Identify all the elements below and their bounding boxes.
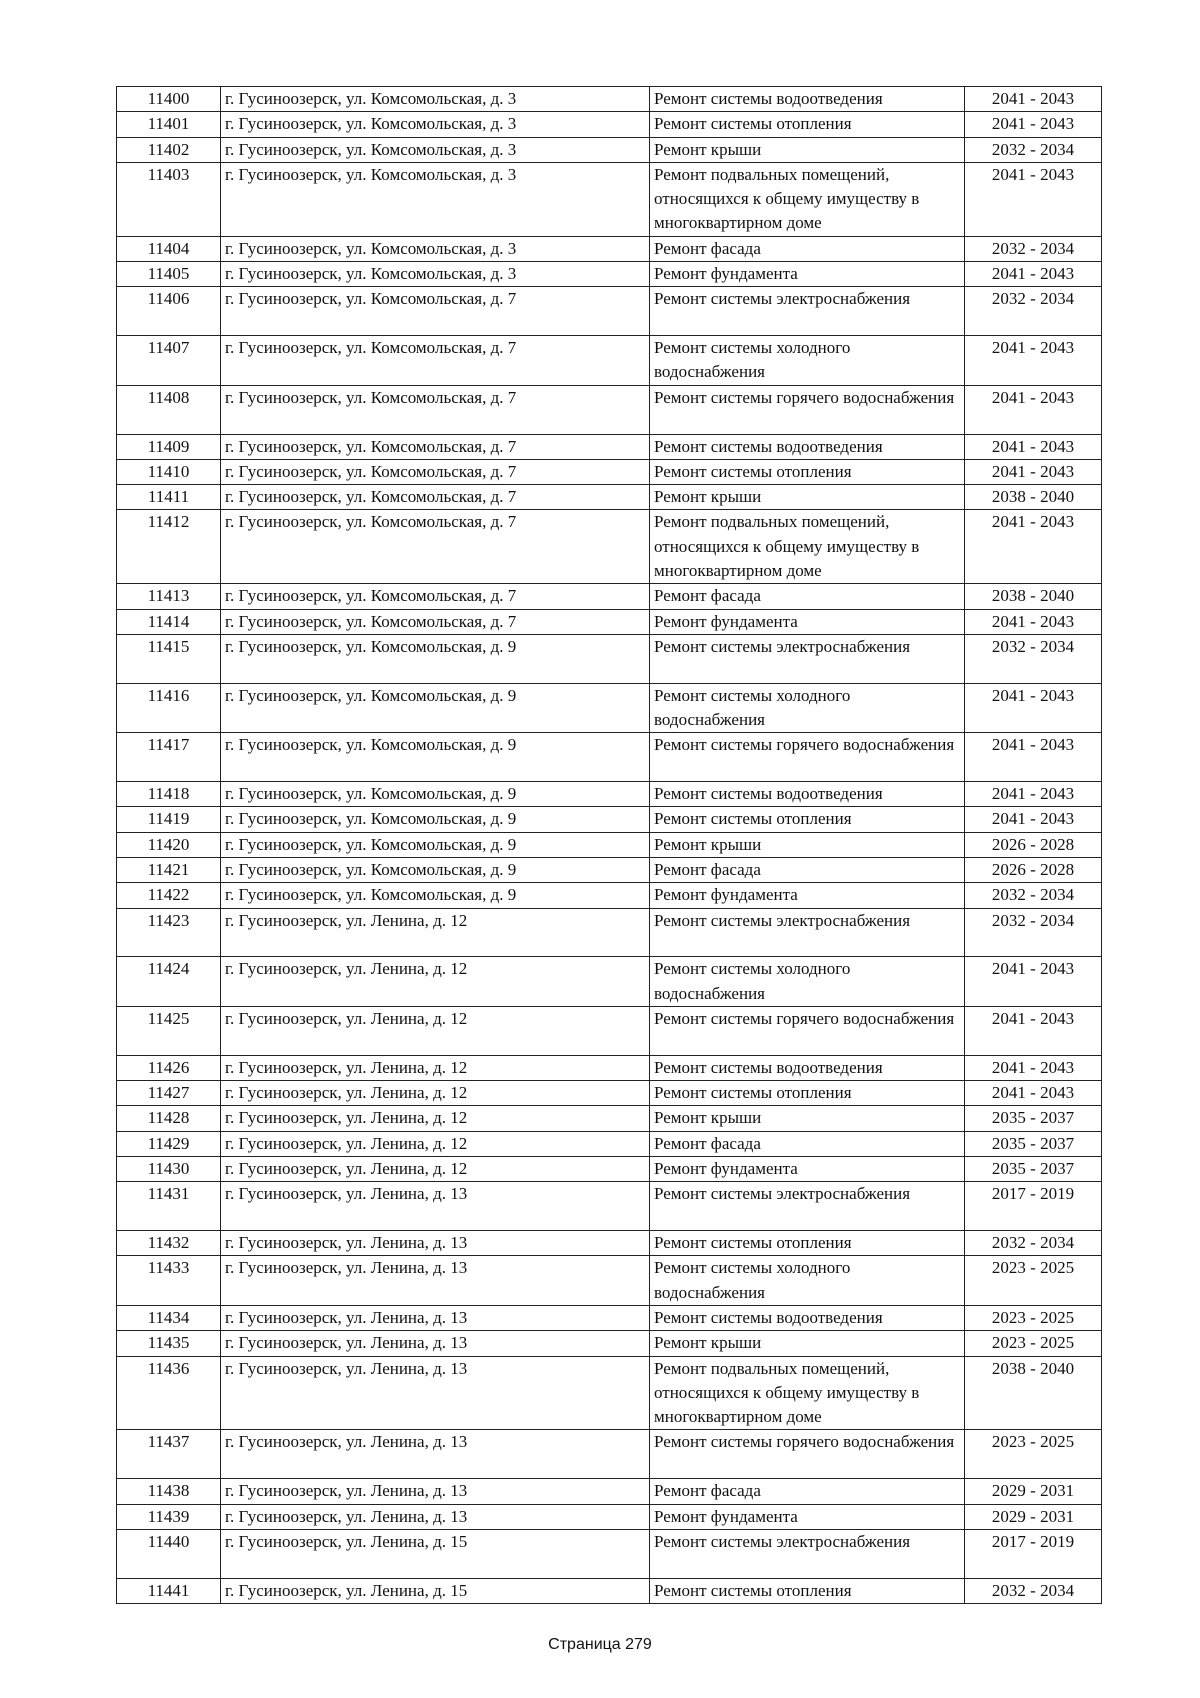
work-type-cell: Ремонт системы водоотведения (650, 1305, 965, 1330)
address-cell: г. Гусиноозерск, ул. Ленина, д. 12 (221, 908, 650, 957)
period-cell: 2041 - 2043 (965, 434, 1102, 459)
address-cell: г. Гусиноозерск, ул. Комсомольская, д. 3 (221, 112, 650, 137)
table-body (117, 87, 1102, 1604)
work-type-cell: Ремонт системы электроснабжения (650, 1182, 965, 1231)
table-row (117, 858, 1102, 883)
table-row (117, 162, 1102, 236)
period-cell: 2032 - 2034 (965, 1578, 1102, 1603)
work-type-cell: Ремонт крыши (650, 137, 965, 162)
work-type-cell: Ремонт подвальных помещений, относящихся к общему имуществу в многоквартирном доме (650, 162, 965, 236)
address-cell: г. Гусиноозерск, ул. Ленина, д. 13 (221, 1256, 650, 1306)
work-type-cell: Ремонт фундамента (650, 609, 965, 634)
address-cell: г. Гусиноозерск, ул. Ленина, д. 12 (221, 1081, 650, 1106)
table-row (117, 1256, 1102, 1306)
address-cell: г. Гусиноозерск, ул. Комсомольская, д. 9 (221, 832, 650, 857)
address-cell: г. Гусиноозерск, ул. Комсомольская, д. 3 (221, 162, 650, 236)
address-cell: г. Гусиноозерск, ул. Ленина, д. 13 (221, 1504, 650, 1529)
table-row (117, 957, 1102, 1007)
address-cell: г. Гусиноозерск, ул. Ленина, д. 12 (221, 1106, 650, 1131)
row-number-cell: 11417 (117, 733, 221, 782)
table-row (117, 1331, 1102, 1356)
period-cell: 2041 - 2043 (965, 459, 1102, 484)
row-number-cell: 11402 (117, 137, 221, 162)
period-cell: 2017 - 2019 (965, 1182, 1102, 1231)
table-row (117, 87, 1102, 112)
address-cell: г. Гусиноозерск, ул. Ленина, д. 13 (221, 1479, 650, 1504)
table-row (117, 782, 1102, 807)
work-type-cell: Ремонт системы горячего водоснабжения (650, 1430, 965, 1479)
period-cell: 2041 - 2043 (965, 162, 1102, 236)
period-cell: 2035 - 2037 (965, 1131, 1102, 1156)
row-number-cell: 11441 (117, 1578, 221, 1603)
table-row (117, 683, 1102, 733)
work-type-cell: Ремонт фундамента (650, 1504, 965, 1529)
row-number-cell: 11440 (117, 1529, 221, 1578)
period-cell: 2035 - 2037 (965, 1156, 1102, 1181)
table-row (117, 336, 1102, 386)
work-type-cell: Ремонт подвальных помещений, относящихся к общему имуществу в многоквартирном доме (650, 1356, 965, 1430)
work-type-cell: Ремонт системы холодного водоснабжения (650, 336, 965, 386)
table-row (117, 236, 1102, 261)
row-number-cell: 11419 (117, 807, 221, 832)
work-type-cell: Ремонт системы отопления (650, 1578, 965, 1603)
work-type-cell: Ремонт крыши (650, 485, 965, 510)
table-row (117, 1106, 1102, 1131)
work-type-cell: Ремонт системы отопления (650, 807, 965, 832)
period-cell: 2026 - 2028 (965, 858, 1102, 883)
row-number-cell: 11416 (117, 683, 221, 733)
table-row (117, 1055, 1102, 1080)
address-cell: г. Гусиноозерск, ул. Комсомольская, д. 9 (221, 782, 650, 807)
address-cell: г. Гусиноозерск, ул. Комсомольская, д. 9 (221, 733, 650, 782)
table-row (117, 459, 1102, 484)
address-cell: г. Гусиноозерск, ул. Ленина, д. 12 (221, 1156, 650, 1181)
address-cell: г. Гусиноозерск, ул. Комсомольская, д. 9 (221, 883, 650, 908)
address-cell: г. Гусиноозерск, ул. Комсомольская, д. 7 (221, 385, 650, 434)
work-type-cell: Ремонт подвальных помещений, относящихся к общему имуществу в многоквартирном доме (650, 510, 965, 584)
table-row (117, 733, 1102, 782)
period-cell: 2041 - 2043 (965, 957, 1102, 1007)
work-type-cell: Ремонт системы водоотведения (650, 1055, 965, 1080)
work-type-cell: Ремонт крыши (650, 1331, 965, 1356)
table-row (117, 485, 1102, 510)
table-row (117, 1430, 1102, 1479)
address-cell: г. Гусиноозерск, ул. Ленина, д. 15 (221, 1578, 650, 1603)
work-type-cell: Ремонт системы отопления (650, 1231, 965, 1256)
row-number-cell: 11421 (117, 858, 221, 883)
address-cell: г. Гусиноозерск, ул. Комсомольская, д. 3 (221, 137, 650, 162)
row-number-cell: 11429 (117, 1131, 221, 1156)
row-number-cell: 11411 (117, 485, 221, 510)
work-type-cell: Ремонт системы электроснабжения (650, 1529, 965, 1578)
period-cell: 2032 - 2034 (965, 883, 1102, 908)
address-cell: г. Гусиноозерск, ул. Комсомольская, д. 3 (221, 87, 650, 112)
address-cell: г. Гусиноозерск, ул. Ленина, д. 13 (221, 1331, 650, 1356)
row-number-cell: 11422 (117, 883, 221, 908)
period-cell: 2029 - 2031 (965, 1504, 1102, 1529)
work-type-cell: Ремонт системы холодного водоснабжения (650, 1256, 965, 1306)
address-cell: г. Гусиноозерск, ул. Ленина, д. 13 (221, 1231, 650, 1256)
table-row (117, 1131, 1102, 1156)
period-cell: 2041 - 2043 (965, 336, 1102, 386)
address-cell: г. Гусиноозерск, ул. Комсомольская, д. 9 (221, 683, 650, 733)
table-row (117, 434, 1102, 459)
row-number-cell: 11410 (117, 459, 221, 484)
work-type-cell: Ремонт крыши (650, 1106, 965, 1131)
period-cell: 2032 - 2034 (965, 634, 1102, 683)
address-cell: г. Гусиноозерск, ул. Комсомольская, д. 9 (221, 634, 650, 683)
row-number-cell: 11404 (117, 236, 221, 261)
address-cell: г. Гусиноозерск, ул. Комсомольская, д. 9 (221, 858, 650, 883)
row-number-cell: 11425 (117, 1007, 221, 1056)
address-cell: г. Гусиноозерск, ул. Комсомольская, д. 7 (221, 584, 650, 609)
row-number-cell: 11434 (117, 1305, 221, 1330)
row-number-cell: 11431 (117, 1182, 221, 1231)
row-number-cell: 11405 (117, 262, 221, 287)
period-cell: 2032 - 2034 (965, 287, 1102, 336)
row-number-cell: 11407 (117, 336, 221, 386)
work-type-cell: Ремонт системы горячего водоснабжения (650, 1007, 965, 1056)
work-type-cell: Ремонт фундамента (650, 262, 965, 287)
table-row (117, 1007, 1102, 1056)
work-type-cell: Ремонт фасада (650, 1479, 965, 1504)
work-type-cell: Ремонт системы холодного водоснабжения (650, 683, 965, 733)
address-cell: г. Гусиноозерск, ул. Комсомольская, д. 7 (221, 336, 650, 386)
period-cell: 2041 - 2043 (965, 262, 1102, 287)
period-cell: 2041 - 2043 (965, 1055, 1102, 1080)
address-cell: г. Гусиноозерск, ул. Ленина, д. 13 (221, 1356, 650, 1430)
table-row (117, 1578, 1102, 1603)
period-cell: 2041 - 2043 (965, 782, 1102, 807)
table-row (117, 1529, 1102, 1578)
table-row (117, 1156, 1102, 1181)
address-cell: г. Гусиноозерск, ул. Комсомольская, д. 7 (221, 287, 650, 336)
table-row (117, 287, 1102, 336)
table-row (117, 137, 1102, 162)
period-cell: 2041 - 2043 (965, 733, 1102, 782)
work-type-cell: Ремонт крыши (650, 832, 965, 857)
row-number-cell: 11408 (117, 385, 221, 434)
row-number-cell: 11432 (117, 1231, 221, 1256)
period-cell: 2032 - 2034 (965, 1231, 1102, 1256)
period-cell: 2041 - 2043 (965, 609, 1102, 634)
work-type-cell: Ремонт системы водоотведения (650, 782, 965, 807)
work-type-cell: Ремонт системы водоотведения (650, 434, 965, 459)
row-number-cell: 11420 (117, 832, 221, 857)
table-row (117, 262, 1102, 287)
period-cell: 2032 - 2034 (965, 137, 1102, 162)
row-number-cell: 11415 (117, 634, 221, 683)
period-cell: 2041 - 2043 (965, 1007, 1102, 1056)
period-cell: 2032 - 2034 (965, 236, 1102, 261)
work-type-cell: Ремонт системы отопления (650, 1081, 965, 1106)
table-row (117, 1182, 1102, 1231)
address-cell: г. Гусиноозерск, ул. Комсомольская, д. 9 (221, 807, 650, 832)
row-number-cell: 11436 (117, 1356, 221, 1430)
row-number-cell: 11435 (117, 1331, 221, 1356)
table-row (117, 908, 1102, 957)
table-row (117, 1504, 1102, 1529)
work-type-cell: Ремонт системы электроснабжения (650, 634, 965, 683)
table-row (117, 112, 1102, 137)
address-cell: г. Гусиноозерск, ул. Ленина, д. 12 (221, 957, 650, 1007)
address-cell: г. Гусиноозерск, ул. Комсомольская, д. 7 (221, 609, 650, 634)
period-cell: 2023 - 2025 (965, 1256, 1102, 1306)
address-cell: г. Гусиноозерск, ул. Ленина, д. 13 (221, 1430, 650, 1479)
work-type-cell: Ремонт фундамента (650, 883, 965, 908)
page-number: Страница 279 (548, 1636, 652, 1653)
row-number-cell: 11413 (117, 584, 221, 609)
address-cell: г. Гусиноозерск, ул. Ленина, д. 12 (221, 1055, 650, 1080)
period-cell: 2041 - 2043 (965, 807, 1102, 832)
work-type-cell: Ремонт системы горячего водоснабжения (650, 733, 965, 782)
period-cell: 2035 - 2037 (965, 1106, 1102, 1131)
address-cell: г. Гусиноозерск, ул. Комсомольская, д. 3 (221, 262, 650, 287)
period-cell: 2038 - 2040 (965, 584, 1102, 609)
period-cell: 2023 - 2025 (965, 1331, 1102, 1356)
period-cell: 2041 - 2043 (965, 1081, 1102, 1106)
row-number-cell: 11414 (117, 609, 221, 634)
period-cell: 2038 - 2040 (965, 1356, 1102, 1430)
period-cell: 2041 - 2043 (965, 112, 1102, 137)
period-cell: 2026 - 2028 (965, 832, 1102, 857)
table-row (117, 1231, 1102, 1256)
table-row (117, 609, 1102, 634)
row-number-cell: 11439 (117, 1504, 221, 1529)
work-type-cell: Ремонт системы электроснабжения (650, 908, 965, 957)
row-number-cell: 11401 (117, 112, 221, 137)
table-row (117, 1479, 1102, 1504)
table-row (117, 807, 1102, 832)
row-number-cell: 11438 (117, 1479, 221, 1504)
row-number-cell: 11412 (117, 510, 221, 584)
table-row (117, 584, 1102, 609)
work-type-cell: Ремонт системы горячего водоснабжения (650, 385, 965, 434)
work-type-cell: Ремонт фасада (650, 584, 965, 609)
period-cell: 2038 - 2040 (965, 485, 1102, 510)
period-cell: 2023 - 2025 (965, 1430, 1102, 1479)
work-type-cell: Ремонт системы холодного водоснабжения (650, 957, 965, 1007)
table-row (117, 883, 1102, 908)
table-row (117, 1305, 1102, 1330)
row-number-cell: 11428 (117, 1106, 221, 1131)
row-number-cell: 11430 (117, 1156, 221, 1181)
address-cell: г. Гусиноозерск, ул. Комсомольская, д. 7 (221, 510, 650, 584)
period-cell: 2017 - 2019 (965, 1529, 1102, 1578)
row-number-cell: 11409 (117, 434, 221, 459)
table-row (117, 832, 1102, 857)
address-cell: г. Гусиноозерск, ул. Ленина, д. 12 (221, 1007, 650, 1056)
period-cell: 2041 - 2043 (965, 510, 1102, 584)
period-cell: 2023 - 2025 (965, 1305, 1102, 1330)
row-number-cell: 11403 (117, 162, 221, 236)
row-number-cell: 11437 (117, 1430, 221, 1479)
address-cell: г. Гусиноозерск, ул. Ленина, д. 13 (221, 1305, 650, 1330)
address-cell: г. Гусиноозерск, ул. Ленина, д. 13 (221, 1182, 650, 1231)
repair-schedule-table (116, 86, 1102, 1604)
table-row (117, 510, 1102, 584)
work-type-cell: Ремонт фасада (650, 858, 965, 883)
work-type-cell: Ремонт системы электроснабжения (650, 287, 965, 336)
work-type-cell: Ремонт системы отопления (650, 459, 965, 484)
work-type-cell: Ремонт системы водоотведения (650, 87, 965, 112)
work-type-cell: Ремонт фундамента (650, 1156, 965, 1181)
row-number-cell: 11427 (117, 1081, 221, 1106)
period-cell: 2041 - 2043 (965, 683, 1102, 733)
row-number-cell: 11424 (117, 957, 221, 1007)
row-number-cell: 11400 (117, 87, 221, 112)
table-row (117, 385, 1102, 434)
address-cell: г. Гусиноозерск, ул. Комсомольская, д. 7 (221, 459, 650, 484)
period-cell: 2032 - 2034 (965, 908, 1102, 957)
address-cell: г. Гусиноозерск, ул. Ленина, д. 15 (221, 1529, 650, 1578)
address-cell: г. Гусиноозерск, ул. Комсомольская, д. 7 (221, 434, 650, 459)
row-number-cell: 11406 (117, 287, 221, 336)
table-row (117, 634, 1102, 683)
row-number-cell: 11433 (117, 1256, 221, 1306)
row-number-cell: 11423 (117, 908, 221, 957)
work-type-cell: Ремонт фасада (650, 236, 965, 261)
row-number-cell: 11418 (117, 782, 221, 807)
table-row (117, 1356, 1102, 1430)
period-cell: 2029 - 2031 (965, 1479, 1102, 1504)
period-cell: 2041 - 2043 (965, 87, 1102, 112)
period-cell: 2041 - 2043 (965, 385, 1102, 434)
row-number-cell: 11426 (117, 1055, 221, 1080)
table-row (117, 1081, 1102, 1106)
address-cell: г. Гусиноозерск, ул. Комсомольская, д. 3 (221, 236, 650, 261)
work-type-cell: Ремонт системы отопления (650, 112, 965, 137)
address-cell: г. Гусиноозерск, ул. Комсомольская, д. 7 (221, 485, 650, 510)
address-cell: г. Гусиноозерск, ул. Ленина, д. 12 (221, 1131, 650, 1156)
work-type-cell: Ремонт фасада (650, 1131, 965, 1156)
